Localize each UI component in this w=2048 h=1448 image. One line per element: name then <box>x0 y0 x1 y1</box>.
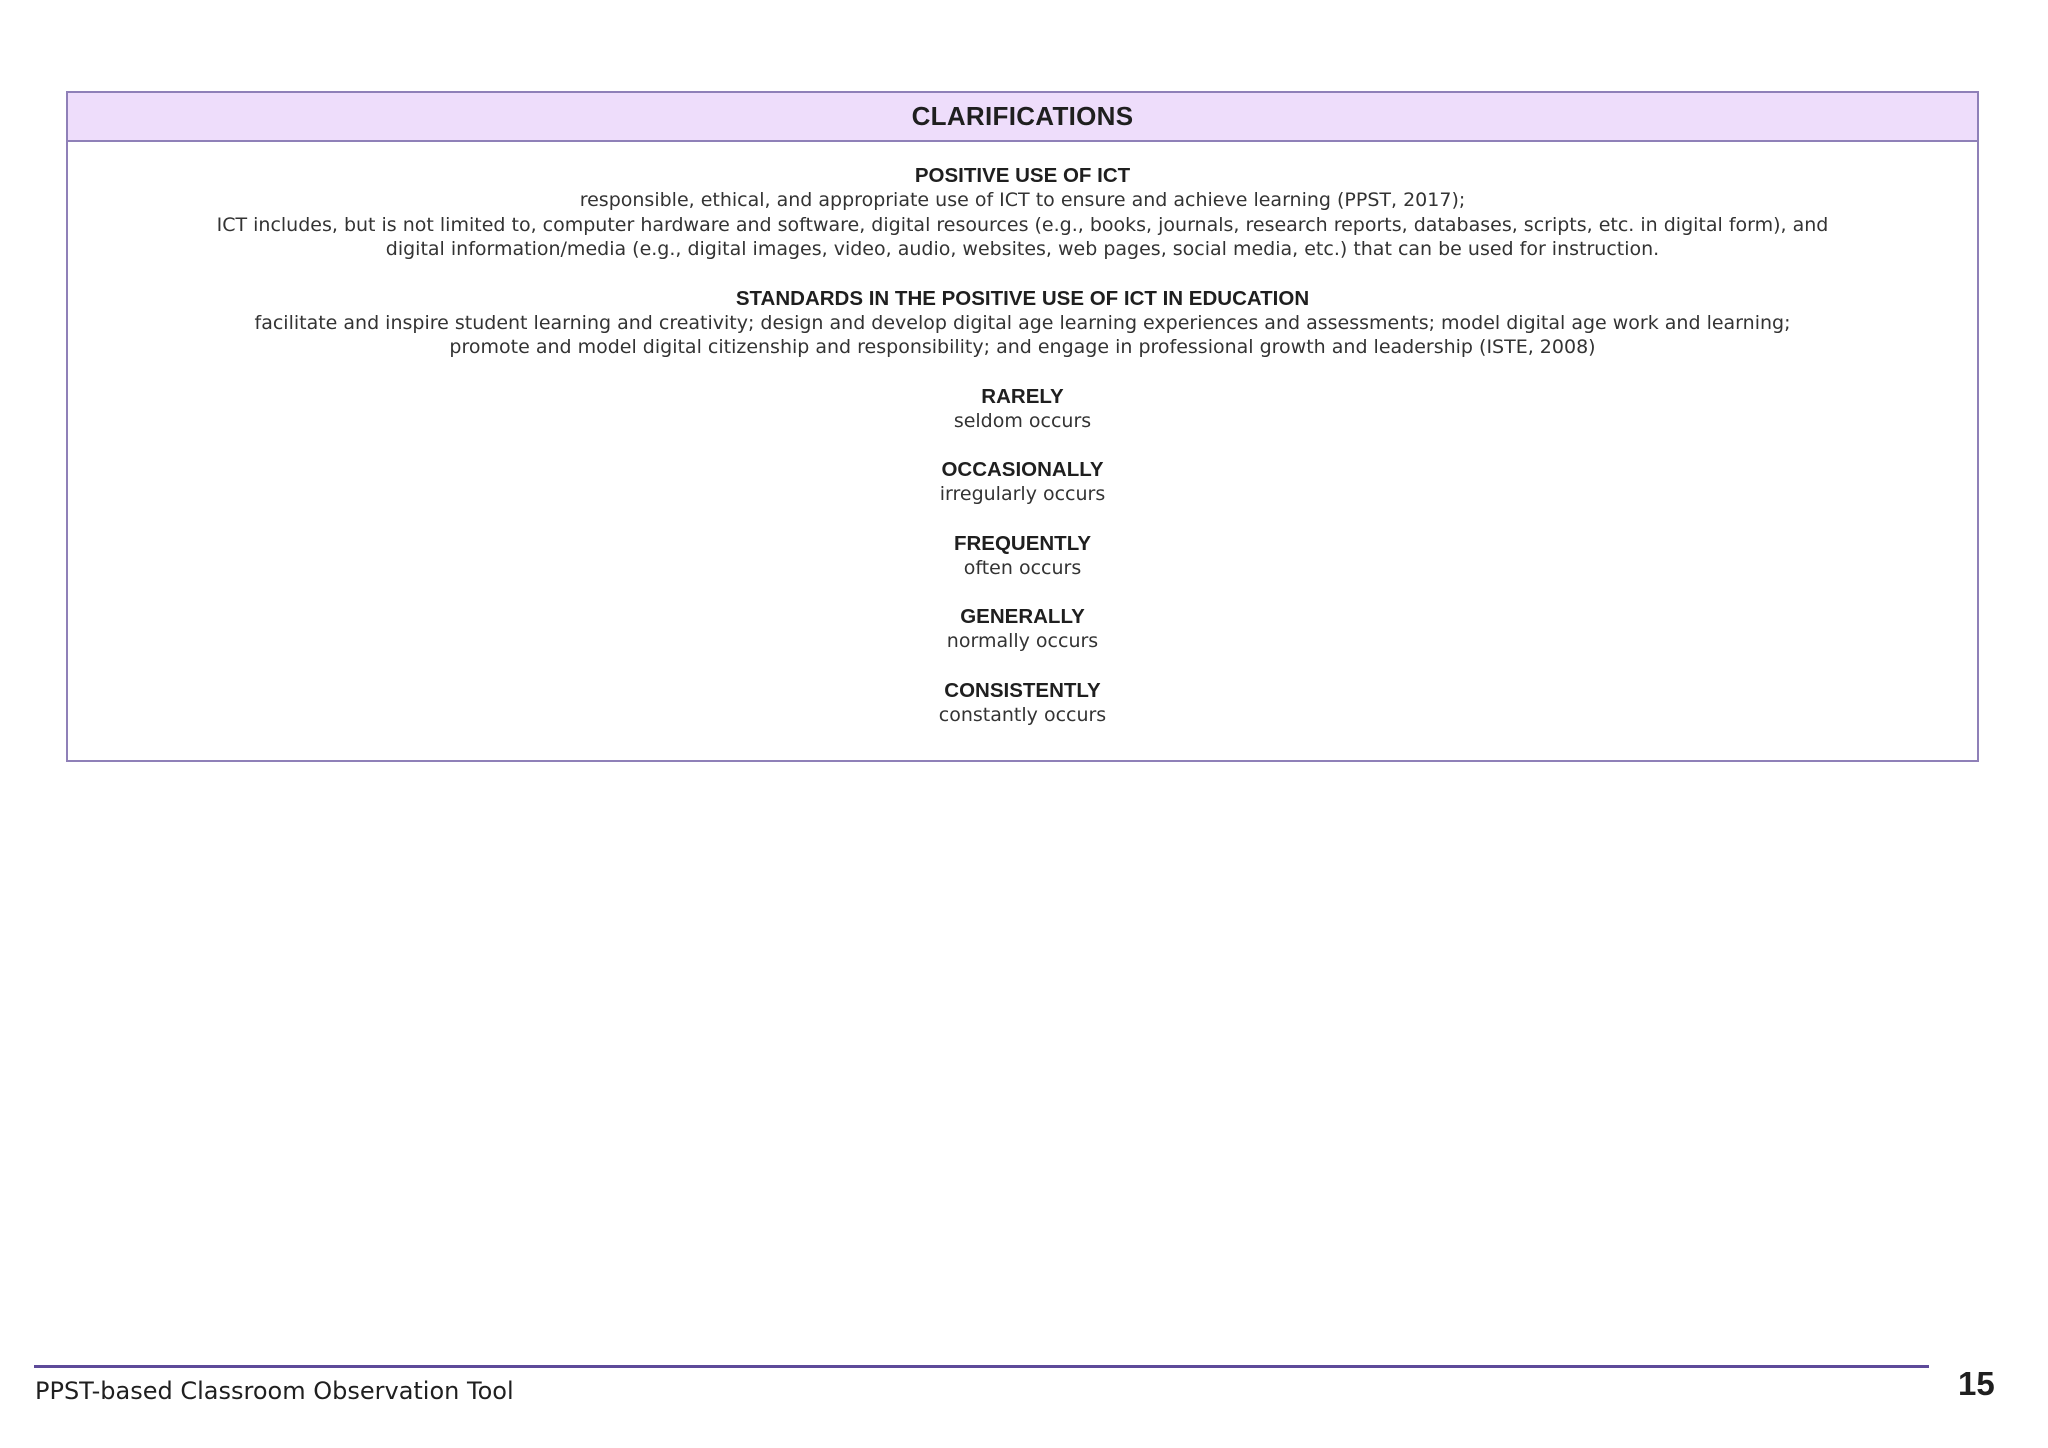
entry-definition-line: normally occurs <box>946 630 1099 652</box>
entry-term: FREQUENTLY <box>953 531 1092 555</box>
entry-rarely <box>68 384 1977 434</box>
entry-term: CONSISTENTLY <box>944 678 1101 702</box>
entry-definition-line: facilitate and inspire student learning and creativity; design and develop digital age learning experiences and assessments; model digital age work and learning; <box>254 311 1791 334</box>
entry-definition-line: digital information/media (e.g., digital images, video, audio, websites, web pages, social media, etc.) that can be used for instruction. <box>385 238 1660 260</box>
entry-term: STANDARDS IN THE POSITIVE USE OF ICT IN EDUCATION <box>735 286 1310 310</box>
clarifications-panel <box>66 91 1979 762</box>
entry-frequently <box>68 531 1977 581</box>
entry-definition-line: often occurs <box>963 556 1082 579</box>
entry-positive-use-of-ict <box>68 163 1977 262</box>
clarifications-header <box>68 93 1977 142</box>
entry-definition-line: promote and model digital citizenship and responsibility; and engage in professional growth and leadership (ISTE, 2008) <box>449 336 1596 358</box>
entry-term: POSITIVE USE OF ICT <box>914 164 1131 187</box>
entry-definition-line: irregularly occurs <box>939 483 1106 505</box>
footer-document-title: PPST-based Classroom Observation Tool <box>35 1377 514 1405</box>
entry-definition-line: responsible, ethical, and appropriate use of ICT to ensure and achieve learning (PPST, 2017); <box>579 189 1466 211</box>
entry-term: GENERALLY <box>960 605 1085 628</box>
entry-term: RARELY <box>981 384 1064 408</box>
footer-divider <box>34 1365 1929 1368</box>
entry-term: OCCASIONALLY <box>941 458 1104 481</box>
entry-consistently <box>68 678 1977 728</box>
clarifications-body <box>68 142 1977 727</box>
clarifications-title: CLARIFICATIONS <box>911 101 1134 131</box>
entry-occasionally <box>68 457 1977 507</box>
page-number: 15 <box>1958 1365 1995 1402</box>
entry-definition-line: ICT includes, but is not limited to, computer hardware and software, digital resources (e.g., books, journals, research reports, databases, scripts, etc. in digital form), and <box>216 213 1829 236</box>
entry-generally <box>68 604 1977 654</box>
entry-standards-positive-use-of-ict <box>68 286 1977 360</box>
entry-definition-line: seldom occurs <box>953 409 1092 432</box>
entry-definition-line: constantly occurs <box>938 703 1107 726</box>
